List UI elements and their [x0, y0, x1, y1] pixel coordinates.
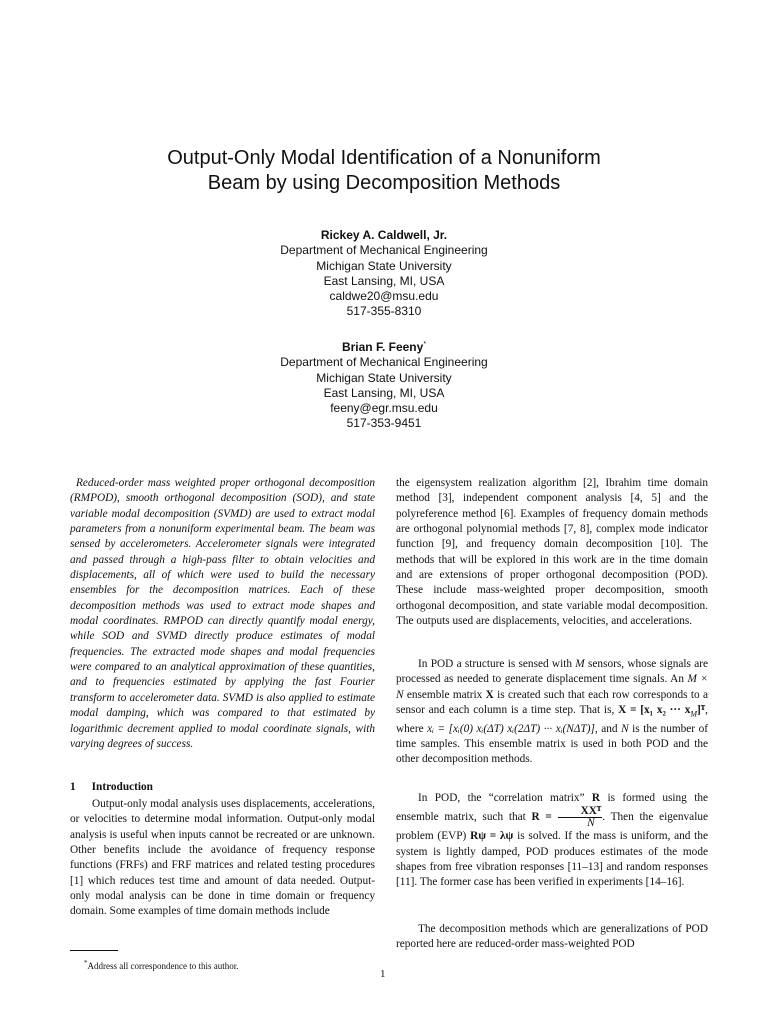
paper-title — [60, 146, 708, 196]
author-email: feeny@egr.msu.edu — [330, 401, 438, 416]
math-subscript: M — [690, 709, 698, 719]
right-column-paragraph-1 — [396, 476, 708, 629]
fraction-numerator: XXᵀ — [558, 806, 603, 818]
text-run: is solved. If the mass is uniform, and the system is lightly damped, POD produces estimates of the mode shapes from free vibration responses [11–13] and random responses [11]. The former case has been verified in experiments [14–16]. — [396, 830, 708, 889]
author-email: caldwe20@msu.edu — [329, 289, 439, 304]
text-run: is formed using the ensemble matrix, such that — [396, 792, 708, 824]
author-name: Brian F. Feeny — [341, 340, 424, 354]
title-line-2: Beam by using Decomposition Methods — [207, 172, 561, 194]
paragraph-methods-overview: the eigensystem realization algorithm [2], Ibrahim time domain method [3], independent component analysis [4, 5] and the polyreference method [6]. Examples of frequency domain methods are orthogonal polynomial methods [7, 8], complex mode indicator function [9], and frequency domain decomposition [10]. The methods that will be explored in this work are in the time domain and are extensions of proper orthogonal decomposition (POD). These include mass-weighted proper decomposition, smooth orthogonal decomposition, and state variable modal decomposition. The outputs used are displacements, velocities, and accelerations. — [396, 477, 708, 628]
page-number: 1 — [380, 968, 386, 980]
footnote-text: Address all correspondence to this author. — [87, 961, 239, 971]
math-MxN: M × N — [396, 673, 709, 701]
math-R: R — [591, 792, 601, 804]
math-N: N — [621, 722, 629, 735]
math-transpose: ]ᵀ — [697, 704, 706, 717]
math-eigenvalue-problem: Rψ = λψ — [470, 830, 514, 843]
fraction-denominator: N — [587, 817, 595, 830]
text-run: is the number of time samples. This ensemble matrix is used in both POD and the other decomposition methods. — [396, 722, 708, 766]
text-run: is created such that each row corresponds to a sensor and each column is a time step. That is, — [396, 688, 708, 717]
section-number: 1 — [70, 781, 76, 793]
author-phone: 517-353-9451 — [346, 416, 422, 431]
section-heading-introduction — [70, 781, 169, 793]
author-block-1 — [184, 228, 584, 320]
author-location: East Lansing, MI, USA — [323, 273, 445, 288]
section-title: Introduction — [91, 781, 153, 793]
math-R-equals: R = — [531, 811, 552, 824]
paragraph-correlation-matrix — [396, 791, 708, 891]
footnote — [84, 961, 238, 971]
abstract-text: Reduced-order mass weighted proper orthogonal decomposition (RMPOD), smooth orthogonal decomposition (SOD), and state variable modal decomposition (SVMD) are used to extract modal parameters from a nonuniform experimental beam. The beam was sensed by accelerometers. Accelerometer signals were integrated and passed through a high-pass filter to obtain velocities and displacements, all of which were used to build the necessary ensembles for the decomposition matrices. Each of these decomposition methods was used to extract mode shapes and modal coordinates. RMPOD can directly quantify modal energy, while SOD and SVMD directly produce estimates of modal frequencies. The extracted mode shapes and modal frequencies were compared to an analytical approximation of these quantities, and to frequencies estimated by applying the fast Fourier transform to accelerometer data. SVMD is also applied to estimate modal damping, which was compared to that estimated by logarithmic decrement applied to modal coordinate signals, with varying degrees of success. — [70, 477, 375, 750]
author-department: Department of Mechanical Engineering — [280, 355, 488, 370]
abstract — [70, 476, 375, 752]
right-column-paragraph-2 — [396, 657, 708, 768]
right-column-paragraph-4 — [396, 922, 708, 953]
math-fraction — [558, 806, 603, 829]
author-location: East Lansing, MI, USA — [323, 385, 445, 400]
text-run: In POD a structure is sensed with — [418, 658, 576, 670]
footnote-mark: * — [84, 959, 88, 967]
author-phone: 517-355-8310 — [346, 304, 422, 319]
paragraph-ensemble-matrix — [396, 657, 708, 768]
title-line-1: Output-Only Modal Identification of a Nonuniform — [167, 147, 601, 169]
math-ensemble-definition: X = [x₁ x₂ ··· x — [618, 704, 691, 717]
introduction-body — [70, 797, 375, 920]
paragraph-generalizations: The decomposition methods which are generalizations of POD reported here are reduced-order mass-weighted POD — [396, 923, 708, 951]
text-run: ensemble matrix — [403, 688, 486, 701]
math-M: M — [575, 658, 585, 670]
correspondence-mark: * — [423, 341, 427, 348]
footnote-rule — [70, 950, 118, 951]
author-name: Rickey A. Caldwell, Jr. — [320, 228, 448, 242]
math-X: X — [485, 688, 494, 701]
introduction-paragraph: Output-only modal analysis uses displacements, accelerations, or velocities to determine modal information. Output-only modal analysis is useful when inputs cannot be recreated or are unknown. Other benefits include the avoidance of frequency response functions (FRFs) and FRF matrices and related testing procedures [1] which reduces test time and amount of data needed. Output-only modal analysis can be done in time domain or frequency domain. Some examples of time domain methods include — [70, 798, 375, 918]
author-block-2 — [184, 340, 584, 432]
text-run: sensors, whose signals are processed as needed to generate displacement time signals. An — [396, 658, 708, 686]
text-run: , and — [594, 722, 622, 735]
text-run: . Then the eigenvalue problem (EVP) — [396, 811, 709, 843]
math-row-definition: xᵢ = [xᵢ(0) xᵢ(ΔT) xᵢ(2ΔT) ··· xᵢ(NΔT)] — [427, 722, 595, 735]
author-university: Michigan State University — [316, 370, 452, 385]
text-run: , where — [396, 704, 708, 735]
text-run: In POD, the “correlation matrix” — [418, 792, 592, 804]
author-university: Michigan State University — [316, 258, 452, 273]
right-column-paragraph-3 — [396, 791, 708, 891]
author-department: Department of Mechanical Engineering — [280, 243, 488, 258]
